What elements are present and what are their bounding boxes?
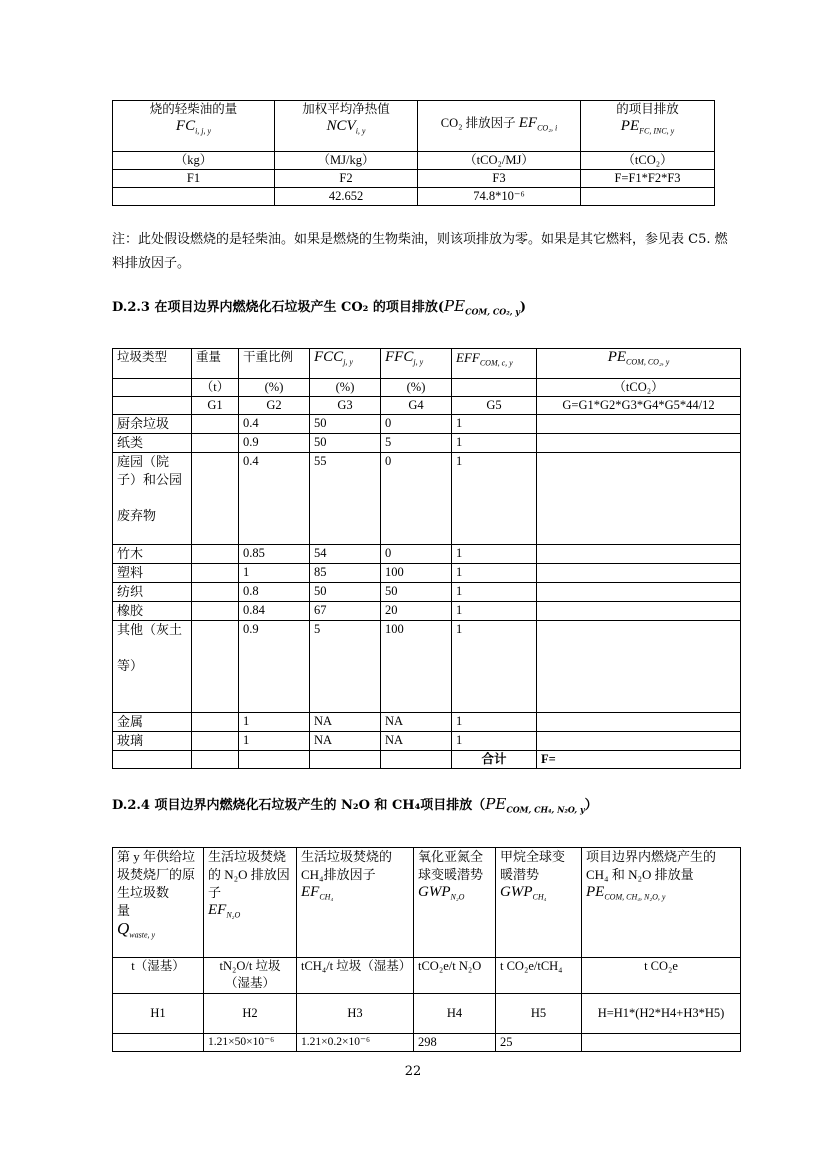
waste-type-cell: 橡胶 (113, 602, 192, 621)
header-cell: 第 y 年供给垃圾焚烧厂的原生垃圾数 量 $Q_{waste, y}$ (113, 848, 204, 958)
value-cell: NA (381, 732, 452, 751)
value-cell: 100 (381, 621, 452, 713)
code-cell: G4 (381, 397, 452, 415)
value-cell (537, 415, 741, 434)
total-row (113, 751, 741, 769)
value-cell: 1 (452, 453, 537, 545)
value-cell: 100 (381, 564, 452, 583)
value-cell: 5 (310, 621, 381, 713)
header-cell: 生活垃圾焚烧的 CH₄排放因子 $EF_{CH_4}$ (297, 848, 414, 958)
value-cell: 1 (239, 564, 310, 583)
value-cell (192, 453, 239, 545)
value-cell: 1.21×0.2×10⁻⁶ (297, 1034, 414, 1052)
empty-cell (113, 751, 192, 769)
value-cell (537, 545, 741, 564)
value-cell (192, 434, 239, 453)
header-cell: 加权平均净热值 $NCV_{i, y}$ (275, 101, 418, 152)
value-cell (192, 583, 239, 602)
code-cell: H=H1*(H2*H4+H3*H5) (582, 994, 741, 1034)
value-cell: 0 (381, 545, 452, 564)
value-cell: 50 (381, 583, 452, 602)
value-cell (192, 602, 239, 621)
code-cell: G5 (452, 397, 537, 415)
waste-type-cell: 金属 (113, 713, 192, 732)
header-cell: 甲烷全球变暖潜势 $GWP_{CH_4}$ (496, 848, 582, 958)
value-cell: 1 (452, 621, 537, 713)
value-cell: 55 (310, 453, 381, 545)
waste-type-cell: 玻璃 (113, 732, 192, 751)
header-cell: $FCC_{j, y}$ (310, 349, 381, 379)
empty-cell (310, 751, 381, 769)
value-cell (192, 621, 239, 713)
value-cell (537, 583, 741, 602)
total-value: F= (537, 751, 741, 769)
value-cell: 1 (452, 434, 537, 453)
code-cell: F2 (275, 170, 418, 188)
value-cell: 67 (310, 602, 381, 621)
unit-cell: t CO₂e (582, 958, 741, 994)
value-cell: 1 (452, 415, 537, 434)
value-cell (192, 564, 239, 583)
header-cell: 生活垃圾焚烧的 N₂O 排放因子 $EF_{N_2O}$ (204, 848, 297, 958)
page-number: 22 (404, 1064, 422, 1079)
table-header-row (113, 848, 741, 958)
header-cell: $FFC_{j, y}$ (381, 349, 452, 379)
unit-cell: （t） (192, 379, 239, 397)
value-cell: 0.4 (239, 415, 310, 434)
value-cell: 0.9 (239, 434, 310, 453)
value-cell: 298 (414, 1034, 496, 1052)
table-header-row (113, 101, 715, 152)
value-cell: NA (381, 713, 452, 732)
unit-cell: (%) (239, 379, 310, 397)
unit-cell: （tCO₂） (581, 152, 715, 170)
waste-type-cell: 纺织 (113, 583, 192, 602)
value-cell: 1 (452, 583, 537, 602)
value-cell: 74.8*10⁻⁶ (418, 188, 581, 206)
header-cell: 烧的轻柴油的量 $FC_{i, j, y}$ (113, 101, 275, 152)
value-cell (192, 713, 239, 732)
value-cell (113, 188, 275, 206)
value-cell: NA (310, 732, 381, 751)
code-cell: F3 (418, 170, 581, 188)
header-cell: $PE_{COM, CO_2, y}$ (537, 349, 741, 379)
fuel-note: 注：此处假设燃烧的是轻柴油。如果是燃烧的生物柴油，则该项排放为零。如果是其它燃料，参见表 C5. 燃料排放因子。 (112, 232, 728, 271)
header-cell: CO₂ 排放因子 $EF_{CO_2, i}$ (418, 101, 581, 152)
waste-type-cell: 纸类 (113, 434, 192, 453)
unit-cell: (%) (310, 379, 381, 397)
value-cell: 50 (310, 583, 381, 602)
unit-cell: （tCO₂） (537, 379, 741, 397)
header-cell: 干重比例 (239, 349, 310, 379)
value-cell: 85 (310, 564, 381, 583)
value-cell (581, 188, 715, 206)
unit-cell: （kg） (113, 152, 275, 170)
value-cell: 0.84 (239, 602, 310, 621)
waste-type-cell: 竹木 (113, 545, 192, 564)
waste-type-cell: 塑料 (113, 564, 192, 583)
value-cell: NA (310, 713, 381, 732)
unit-cell: tCO₂e/t N₂O (414, 958, 496, 994)
unit-cell (113, 379, 192, 397)
section-heading-d24: D.2.4 项目边界内燃烧化石垃圾产生的 N₂O 和 CH₄项目排放$(PE_{COM, CH_4, N_2O, y})$ (112, 795, 598, 815)
header-cell: $EFF_{COM, c, y}$ (452, 349, 537, 379)
value-cell (537, 621, 741, 713)
value-cell: 0 (381, 415, 452, 434)
code-cell: G=G1*G2*G3*G4*G5*44/12 (537, 397, 741, 415)
value-cell (582, 1034, 741, 1052)
table-header-row (113, 349, 741, 379)
value-cell: 1 (452, 713, 537, 732)
unit-cell: （tCO₂/MJ） (418, 152, 581, 170)
total-label: 合计 (452, 751, 537, 769)
value-cell: 0.9 (239, 621, 310, 713)
value-cell: 0.85 (239, 545, 310, 564)
values-row (113, 1034, 741, 1052)
unit-cell: t（湿基） (113, 958, 204, 994)
fossil-waste-co2-table (112, 348, 741, 769)
table-row (113, 434, 741, 453)
waste-type-cell: 厨余垃圾 (113, 415, 192, 434)
unit-cell: tCH₄/t 垃圾（湿基） (297, 958, 414, 994)
empty-cell (239, 751, 310, 769)
code-cell: H5 (496, 994, 582, 1034)
value-cell: 0 (381, 453, 452, 545)
code-cell (113, 397, 192, 415)
value-cell (537, 602, 741, 621)
value-cell: 0.4 (239, 453, 310, 545)
value-cell (192, 732, 239, 751)
value-cell: 1 (239, 732, 310, 751)
unit-cell: (%) (381, 379, 452, 397)
code-cell: H3 (297, 994, 414, 1034)
value-cell (537, 732, 741, 751)
code-cell: H1 (113, 994, 204, 1034)
value-cell: 5 (381, 434, 452, 453)
waste-type-cell: 庭园（院子）和公园 废弃物 (113, 453, 192, 545)
value-cell (192, 545, 239, 564)
value-cell: 20 (381, 602, 452, 621)
table-row (113, 453, 741, 545)
header-cell: 项目边界内燃烧产生的 CH₄ 和 N₂O 排放量 $PE_{COM, CH_4, N_2O, y}$ (582, 848, 741, 958)
header-cell: 的项目排放 $PE_{FC, INC, y}$ (581, 101, 715, 152)
header-cell: 垃圾类型 (113, 349, 192, 379)
units-row (113, 958, 741, 994)
code-cell: H2 (204, 994, 297, 1034)
table-row (113, 732, 741, 751)
code-cell: F1 (113, 170, 275, 188)
code-cell: G1 (192, 397, 239, 415)
header-cell: 重量 (192, 349, 239, 379)
units-row (113, 152, 715, 170)
value-cell: 1 (452, 564, 537, 583)
table-row (113, 602, 741, 621)
value-cell (113, 1034, 204, 1052)
value-cell: 1 (452, 602, 537, 621)
table-row (113, 713, 741, 732)
value-cell: 1.21×50×10⁻⁶ (204, 1034, 297, 1052)
unit-cell: （MJ/kg） (275, 152, 418, 170)
unit-cell (452, 379, 537, 397)
value-cell: 1 (452, 732, 537, 751)
n2o-ch4-emission-table (112, 847, 741, 1052)
value-cell: 54 (310, 545, 381, 564)
value-cell (537, 434, 741, 453)
table-row (113, 621, 741, 713)
code-cell: F=F1*F2*F3 (581, 170, 715, 188)
unit-cell: tN₂O/t 垃圾（湿基） (204, 958, 297, 994)
section-heading-d23: D.2.3 在项目边界内燃烧化石垃圾产生 CO₂ 的项目排放$(PE_{COM, CO_2, y})$ (112, 297, 527, 317)
table-row (113, 583, 741, 602)
codes-row (113, 170, 715, 188)
code-cell: H4 (414, 994, 496, 1034)
values-row (113, 188, 715, 206)
value-cell: 50 (310, 415, 381, 434)
value-cell (537, 453, 741, 545)
value-cell: 0.8 (239, 583, 310, 602)
value-cell: 1 (452, 545, 537, 564)
waste-type-cell: 其他（灰土 等） (113, 621, 192, 713)
codes-row (113, 397, 741, 415)
value-cell: 42.652 (275, 188, 418, 206)
unit-cell: t CO₂e/tCH₄ (496, 958, 582, 994)
table-row (113, 415, 741, 434)
codes-row (113, 994, 741, 1034)
fuel-emission-table (112, 100, 715, 206)
header-cell: 氧化亚氮全球变暖潜势 $GWP_{N_2O}$ (414, 848, 496, 958)
value-cell: 25 (496, 1034, 582, 1052)
code-cell: G2 (239, 397, 310, 415)
value-cell (192, 415, 239, 434)
empty-cell (381, 751, 452, 769)
units-row (113, 379, 741, 397)
table-row (113, 545, 741, 564)
value-cell: 50 (310, 434, 381, 453)
value-cell: 1 (239, 713, 310, 732)
value-cell (537, 564, 741, 583)
table-row (113, 564, 741, 583)
code-cell: G3 (310, 397, 381, 415)
value-cell (537, 713, 741, 732)
empty-cell (192, 751, 239, 769)
